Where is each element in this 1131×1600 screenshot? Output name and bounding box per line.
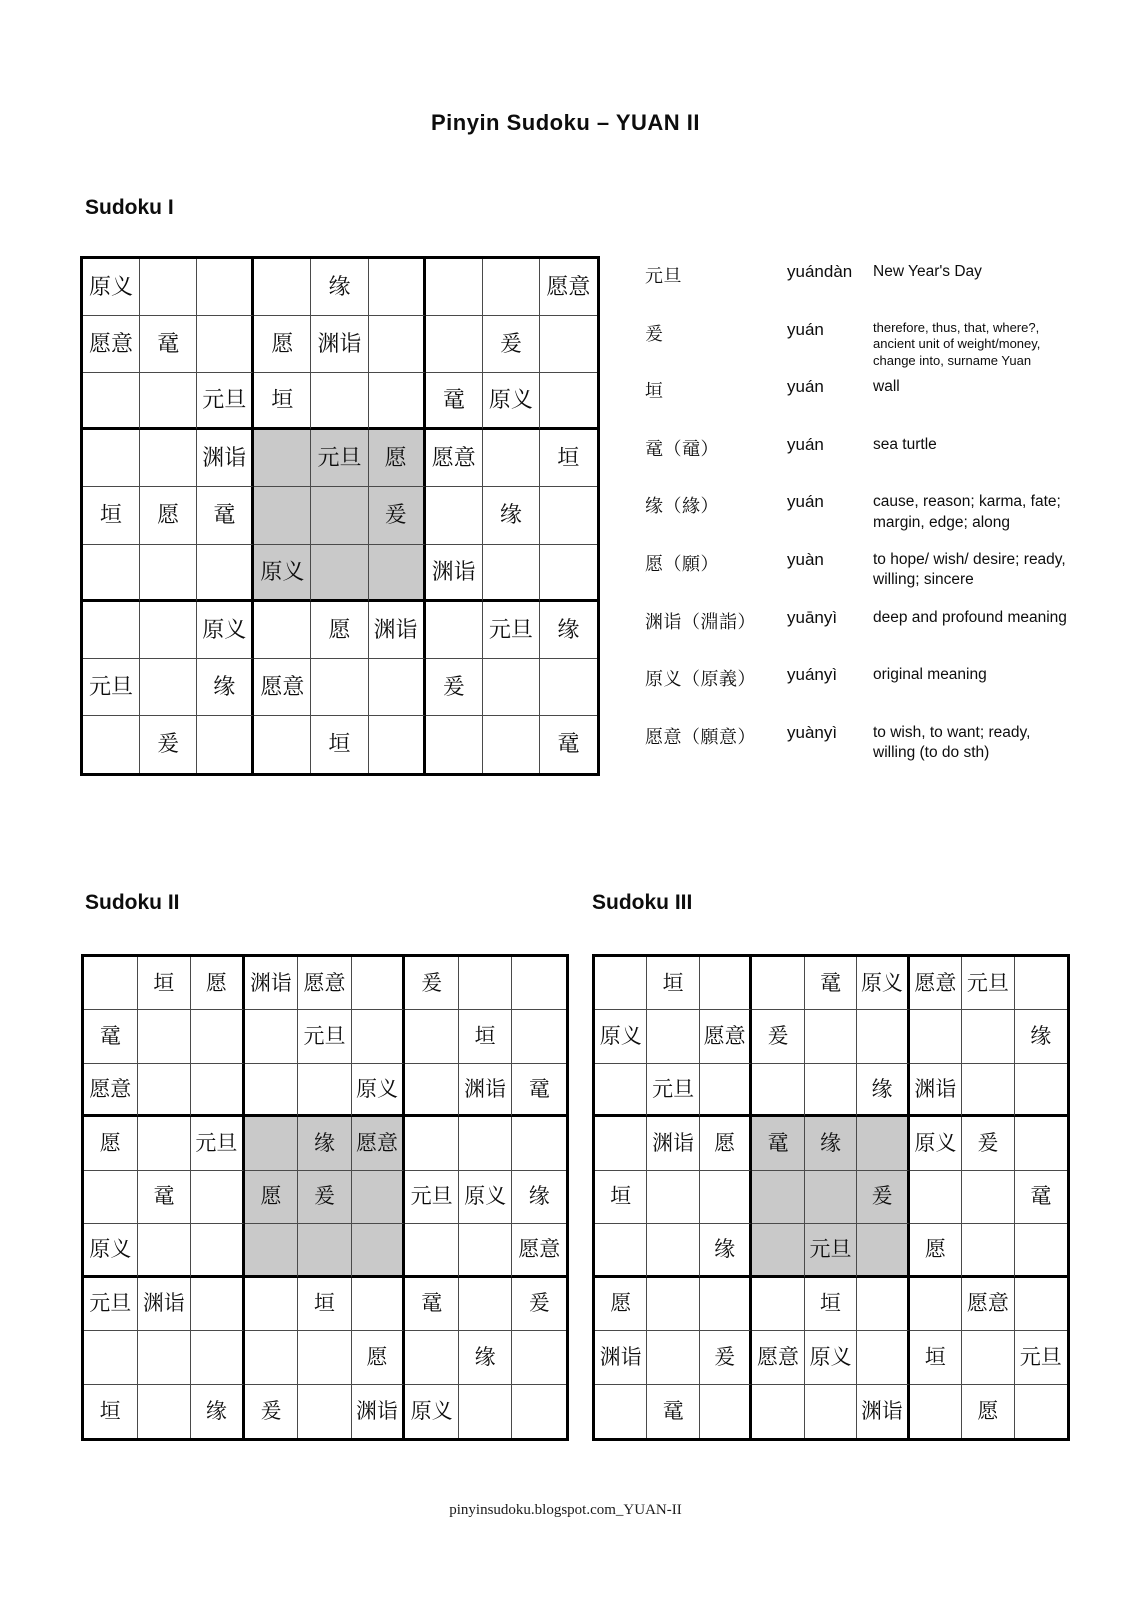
sudoku-cell: 原义 (83, 259, 140, 316)
sudoku-cell (459, 1278, 513, 1331)
sudoku-cell (254, 602, 311, 659)
sudoku-cell: 缘 (1015, 1010, 1067, 1063)
legend-pinyin: yuán (787, 434, 824, 454)
sudoku-cell (752, 1385, 804, 1438)
sudoku-cell: 垣 (459, 1010, 513, 1063)
sudoku-cell (512, 1117, 566, 1170)
sudoku-cell (311, 659, 368, 716)
sudoku-cell: 愿 (962, 1385, 1014, 1438)
legend-meaning: wall (873, 378, 900, 396)
sudoku-cell (140, 659, 197, 716)
sudoku-cell: 爰 (483, 316, 540, 373)
sudoku-cell (752, 957, 804, 1010)
sudoku-cell (197, 316, 254, 373)
sudoku-cell: 渊诣 (426, 545, 483, 602)
sudoku-cell (595, 957, 647, 1010)
sudoku-cell (540, 373, 597, 430)
sudoku-cell: 原义 (197, 602, 254, 659)
sudoku-cell (857, 1224, 909, 1277)
sudoku-cell: 原义 (857, 957, 909, 1010)
sudoku-cell (245, 1117, 299, 1170)
sudoku-cell: 愿意 (540, 259, 597, 316)
sudoku-cell (595, 1224, 647, 1277)
sudoku-cell (138, 1224, 192, 1277)
sudoku-cell: 愿意 (962, 1278, 1014, 1331)
sudoku-cell: 渊诣 (197, 430, 254, 487)
sudoku-cell: 原义 (254, 545, 311, 602)
legend-meaning: to hope/ wish/ desire; ready, willing; sincere (873, 550, 1066, 589)
sudoku-cell: 缘 (298, 1117, 352, 1170)
sudoku-cell (962, 1331, 1014, 1384)
sudoku-cell (857, 1117, 909, 1170)
sudoku-cell: 爰 (298, 1171, 352, 1224)
sudoku-cell (595, 1385, 647, 1438)
sudoku-cell (138, 1064, 192, 1117)
sudoku-cell (311, 545, 368, 602)
sudoku-cell (540, 487, 597, 544)
sudoku-cell (84, 1171, 138, 1224)
sudoku-cell: 元旦 (197, 373, 254, 430)
legend-row (645, 604, 1107, 662)
sudoku-cell: 爰 (752, 1010, 804, 1063)
sudoku-cell: 缘 (805, 1117, 857, 1170)
sudoku-cell: 原义 (595, 1010, 647, 1063)
sudoku-cell: 鼋 (197, 487, 254, 544)
legend-meaning: deep and profound meaning (873, 608, 1067, 626)
sudoku-cell (805, 1385, 857, 1438)
legend-pinyin: yuándàn (787, 262, 853, 281)
sudoku-cell (405, 1224, 459, 1277)
sudoku-cell: 元旦 (83, 659, 140, 716)
sudoku-cell (483, 430, 540, 487)
sudoku-cell (138, 1385, 192, 1438)
sudoku-cell (254, 430, 311, 487)
legend-hanzi: 渊诣（淵詣） (645, 611, 756, 632)
sudoku-cell: 元旦 (84, 1278, 138, 1331)
sudoku-cell (459, 1117, 513, 1170)
sudoku-cell (426, 602, 483, 659)
sudoku-cell: 爰 (512, 1278, 566, 1331)
sudoku-cell: 爰 (962, 1117, 1014, 1170)
sudoku-cell: 原义 (84, 1224, 138, 1277)
legend-hanzi: 原义（原義） (645, 669, 756, 690)
sudoku-cell (647, 1278, 699, 1331)
legend-hanzi: 缘（緣） (645, 496, 719, 517)
legend-row (645, 661, 1107, 719)
sudoku-cell: 鼋 (752, 1117, 804, 1170)
legend-pinyin: yuányì (787, 665, 838, 685)
sudoku-cell: 鼋 (647, 1385, 699, 1438)
sudoku-cell (311, 487, 368, 544)
sudoku-cell: 愿意 (298, 957, 352, 1010)
sudoku-cell: 渊诣 (595, 1331, 647, 1384)
sudoku-cell (752, 1171, 804, 1224)
sudoku-cell: 爰 (369, 487, 426, 544)
sudoku-cell: 渊诣 (369, 602, 426, 659)
sudoku-cell (752, 1224, 804, 1277)
sudoku-cell (483, 545, 540, 602)
sudoku-cell (483, 259, 540, 316)
footer-url: pinyinsudoku.blogspot.com_YUAN-II (449, 1502, 682, 1518)
sudoku-cell: 元旦 (805, 1224, 857, 1277)
sudoku-cell (483, 716, 540, 773)
sudoku-cell (245, 1010, 299, 1063)
legend-row (645, 546, 1107, 604)
sudoku-cell (512, 1331, 566, 1384)
sudoku-cell (369, 259, 426, 316)
sudoku-cell: 愿意 (254, 659, 311, 716)
sudoku-cell: 垣 (138, 957, 192, 1010)
sudoku-cell (857, 1331, 909, 1384)
sudoku-cell (1015, 957, 1067, 1010)
sudoku-cell (140, 545, 197, 602)
sudoku-cell (405, 1064, 459, 1117)
legend-pinyin: yuán (787, 492, 824, 512)
sudoku-cell: 鼋 (805, 957, 857, 1010)
sudoku-cell: 鼋 (138, 1171, 192, 1224)
sudoku-3-grid (592, 954, 1070, 1441)
sudoku-cell (140, 602, 197, 659)
sudoku-cell (311, 373, 368, 430)
sudoku-cell (405, 1010, 459, 1063)
sudoku-cell: 垣 (84, 1385, 138, 1438)
sudoku-cell (352, 1171, 406, 1224)
sudoku-cell: 垣 (311, 716, 368, 773)
sudoku-cell: 渊诣 (245, 957, 299, 1010)
sudoku-cell (298, 1064, 352, 1117)
sudoku-cell: 缘 (512, 1171, 566, 1224)
sudoku-cell: 鼋 (405, 1278, 459, 1331)
sudoku-cell: 垣 (910, 1331, 962, 1384)
sudoku-cell: 愿意 (83, 316, 140, 373)
sudoku-cell (369, 316, 426, 373)
sudoku-cell (191, 1171, 245, 1224)
sudoku-cell (426, 716, 483, 773)
legend-hanzi: 愿意（願意） (645, 726, 756, 747)
sudoku-cell (1015, 1278, 1067, 1331)
sudoku-cell: 元旦 (647, 1064, 699, 1117)
legend-pinyin: yuānyì (787, 607, 838, 627)
sudoku-cell: 渊诣 (352, 1385, 406, 1438)
sudoku-cell: 愿 (595, 1278, 647, 1331)
sudoku-cell (910, 1278, 962, 1331)
sudoku-cell (540, 316, 597, 373)
legend-row (645, 488, 1107, 546)
legend-hanzi: 垣 (645, 381, 664, 402)
sudoku-cell (910, 1171, 962, 1224)
sudoku-cell (197, 259, 254, 316)
sudoku-cell (426, 487, 483, 544)
legend-hanzi: 愿（願） (645, 553, 719, 574)
legend-pinyin: yuán (787, 377, 824, 397)
sudoku-cell (752, 1278, 804, 1331)
sudoku-cell (254, 259, 311, 316)
sudoku-cell: 垣 (595, 1171, 647, 1224)
sudoku-cell (84, 1331, 138, 1384)
sudoku-cell: 原义 (483, 373, 540, 430)
sudoku-cell (84, 957, 138, 1010)
sudoku-cell (805, 1010, 857, 1063)
legend-pinyin: yuán (787, 319, 824, 339)
sudoku-cell (1015, 1117, 1067, 1170)
legend-meaning: original meaning (873, 666, 987, 684)
sudoku-cell: 元旦 (483, 602, 540, 659)
sudoku-cell: 爰 (426, 659, 483, 716)
sudoku-cell (805, 1064, 857, 1117)
sudoku-cell: 鼋 (557, 731, 580, 757)
page-title: Pinyin Sudoku – YUAN II (430, 110, 701, 135)
sudoku-cell: 缘 (197, 659, 254, 716)
sudoku-cell: 元旦 (298, 1010, 352, 1063)
sudoku-cell (459, 1224, 513, 1277)
sudoku-cell: 爰 (857, 1171, 909, 1224)
legend-row (645, 719, 1107, 777)
legend-row (645, 431, 1107, 489)
sudoku-cell: 愿意 (512, 1224, 566, 1277)
sudoku-1-grid (80, 256, 600, 776)
sudoku-cell: 愿 (140, 487, 197, 544)
sudoku-cell (197, 545, 254, 602)
legend-meaning: therefore, thus, that, where?, ancient unit of weight/money, change into, surname Yuan (873, 319, 1041, 368)
sudoku-cell (910, 1010, 962, 1063)
sudoku-cell: 愿 (84, 1117, 138, 1170)
sudoku-cell: 愿 (369, 430, 426, 487)
legend-meaning: New Year's Day (873, 263, 982, 280)
sudoku-cell (700, 1278, 752, 1331)
sudoku-cell: 渊诣 (857, 1385, 909, 1438)
sudoku-cell (805, 1171, 857, 1224)
sudoku-cell (83, 373, 140, 430)
sudoku-cell (369, 716, 426, 773)
sudoku-cell (245, 1064, 299, 1117)
sudoku-cell: 原义 (405, 1385, 459, 1438)
sudoku-cell (426, 316, 483, 373)
sudoku-cell (352, 957, 406, 1010)
sudoku-cell (369, 545, 426, 602)
sudoku-cell: 垣 (647, 957, 699, 1010)
sudoku-cell (1015, 1385, 1067, 1438)
sudoku-cell: 垣 (83, 487, 140, 544)
sudoku-cell: 爰 (700, 1331, 752, 1384)
sudoku-cell (595, 1117, 647, 1170)
sudoku-cell: 愿 (254, 316, 311, 373)
sudoku-cell (647, 1331, 699, 1384)
sudoku-cell: 愿意 (752, 1331, 804, 1384)
sudoku-cell (512, 1385, 566, 1438)
sudoku-cell (752, 1064, 804, 1117)
sudoku-cell (298, 1331, 352, 1384)
legend (645, 258, 1107, 776)
sudoku-cell (647, 1171, 699, 1224)
sudoku-cell (700, 1385, 752, 1438)
legend-hanzi: 爰 (645, 323, 664, 344)
sudoku-cell (459, 1385, 513, 1438)
sudoku-cell: 鼋 (84, 1010, 138, 1063)
sudoku-cell (512, 957, 566, 1010)
sudoku-cell (512, 1010, 566, 1063)
sudoku-cell: 鼋 (140, 316, 197, 373)
sudoku-cell: 渊诣 (647, 1117, 699, 1170)
sudoku-cell (857, 1010, 909, 1063)
sudoku-cell: 愿 (910, 1224, 962, 1277)
sudoku-cell: 元旦 (1015, 1331, 1067, 1384)
sudoku-cell (140, 430, 197, 487)
sudoku-cell: 愿 (245, 1171, 299, 1224)
sudoku-2-label: Sudoku II (85, 891, 180, 914)
sudoku-cell: 愿意 (910, 957, 962, 1010)
sudoku-cell (191, 1010, 245, 1063)
sudoku-cell: 缘 (483, 487, 540, 544)
legend-meaning: to wish, to want; ready, willing (to do sth) (873, 723, 1031, 762)
sudoku-cell: 愿意 (352, 1117, 406, 1170)
sudoku-cell (140, 373, 197, 430)
sudoku-cell (191, 1278, 245, 1331)
sudoku-cell (910, 1385, 962, 1438)
sudoku-cell (1015, 1224, 1067, 1277)
sudoku-cell (595, 1064, 647, 1117)
sudoku-cell (962, 1171, 1014, 1224)
sudoku-cell: 愿 (191, 957, 245, 1010)
legend-pinyin: yuàn (787, 549, 824, 569)
sudoku-cell (962, 1224, 1014, 1277)
sudoku-cell: 渊诣 (459, 1064, 513, 1117)
sudoku-cell (83, 602, 140, 659)
sudoku-cell (245, 1331, 299, 1384)
sudoku-cell: 渊诣 (910, 1064, 962, 1117)
sudoku-cell (647, 1010, 699, 1063)
sudoku-cell (197, 716, 254, 773)
sudoku-cell: 缘 (459, 1331, 513, 1384)
sudoku-cell (83, 716, 140, 773)
sudoku-cell (245, 1224, 299, 1277)
sudoku-cell: 鼋 (512, 1064, 566, 1117)
sudoku-cell (138, 1117, 192, 1170)
legend-row (645, 316, 1107, 374)
sudoku-cell: 元旦 (962, 957, 1014, 1010)
sudoku-cell: 愿意 (700, 1010, 752, 1063)
legend-meaning: cause, reason; karma, fate; margin, edge; along (873, 493, 1061, 531)
sudoku-cell (426, 259, 483, 316)
sudoku-cell: 垣 (298, 1278, 352, 1331)
sudoku-cell: 缘 (700, 1224, 752, 1277)
legend-meaning: sea turtle (873, 435, 937, 453)
sudoku-cell: 缘 (857, 1064, 909, 1117)
sudoku-cell: 鼋 (426, 373, 483, 430)
sudoku-3-label: Sudoku III (592, 891, 693, 914)
sudoku-cell (191, 1331, 245, 1384)
sudoku-cell: 渊诣 (138, 1278, 192, 1331)
sudoku-cell (298, 1224, 352, 1277)
sudoku-cell (459, 957, 513, 1010)
sudoku-cell: 元旦 (191, 1117, 245, 1170)
sudoku-cell: 原义 (910, 1117, 962, 1170)
sudoku-cell (1015, 1064, 1067, 1117)
sudoku-cell: 愿意 (84, 1064, 138, 1117)
sudoku-cell: 鼋 (1015, 1171, 1067, 1224)
sudoku-cell: 愿 (700, 1117, 752, 1170)
sudoku-cell (700, 1171, 752, 1224)
sudoku-cell (352, 1010, 406, 1063)
legend-row (645, 373, 1107, 431)
sudoku-cell (540, 545, 597, 602)
sudoku-cell (647, 1224, 699, 1277)
sudoku-cell (405, 1331, 459, 1384)
sudoku-cell: 愿 (311, 602, 368, 659)
sudoku-cell (138, 1010, 192, 1063)
sudoku-cell (369, 373, 426, 430)
sudoku-cell (540, 659, 597, 716)
sudoku-cell (298, 1385, 352, 1438)
sudoku-cell (83, 545, 140, 602)
legend-pinyin: yuànyì (787, 722, 838, 742)
legend-hanzi: 鼋（黿） (645, 438, 719, 459)
legend-row (645, 258, 1107, 316)
sudoku-cell: 原义 (352, 1064, 406, 1117)
sudoku-cell (369, 659, 426, 716)
sudoku-cell: 爰 (245, 1385, 299, 1438)
sudoku-cell: 原义 (805, 1331, 857, 1384)
sudoku-cell (700, 957, 752, 1010)
sudoku-cell (352, 1278, 406, 1331)
sudoku-cell (191, 1224, 245, 1277)
sudoku-cell: 爰 (140, 716, 197, 773)
sudoku-cell: 垣 (805, 1278, 857, 1331)
sudoku-cell (962, 1064, 1014, 1117)
sudoku-cell (352, 1224, 406, 1277)
sudoku-cell: 元旦 (405, 1171, 459, 1224)
sudoku-cell: 愿意 (426, 430, 483, 487)
sudoku-cell (191, 1064, 245, 1117)
sudoku-cell: 渊诣 (311, 316, 368, 373)
legend-hanzi: 元旦 (645, 266, 682, 286)
sudoku-cell: 缘 (311, 259, 368, 316)
sudoku-cell (138, 1331, 192, 1384)
sudoku-cell (254, 487, 311, 544)
sudoku-cell (245, 1278, 299, 1331)
sudoku-cell: 垣 (540, 430, 597, 487)
sudoku-cell: 缘 (191, 1385, 245, 1438)
sudoku-cell (140, 259, 197, 316)
sudoku-1-label: Sudoku I (85, 196, 174, 219)
sudoku-cell: 垣 (254, 373, 311, 430)
sudoku-cell (483, 659, 540, 716)
sudoku-2-grid (81, 954, 569, 1441)
sudoku-cell: 愿 (352, 1331, 406, 1384)
sudoku-cell (83, 430, 140, 487)
sudoku-cell: 元旦 (311, 430, 368, 487)
sudoku-cell: 爰 (405, 957, 459, 1010)
sudoku-cell (254, 716, 311, 773)
sudoku-cell: 缘 (540, 602, 597, 659)
sudoku-cell (857, 1278, 909, 1331)
sudoku-cell (962, 1010, 1014, 1063)
sudoku-cell (700, 1064, 752, 1117)
sudoku-cell: 原义 (459, 1171, 513, 1224)
sudoku-cell (405, 1117, 459, 1170)
